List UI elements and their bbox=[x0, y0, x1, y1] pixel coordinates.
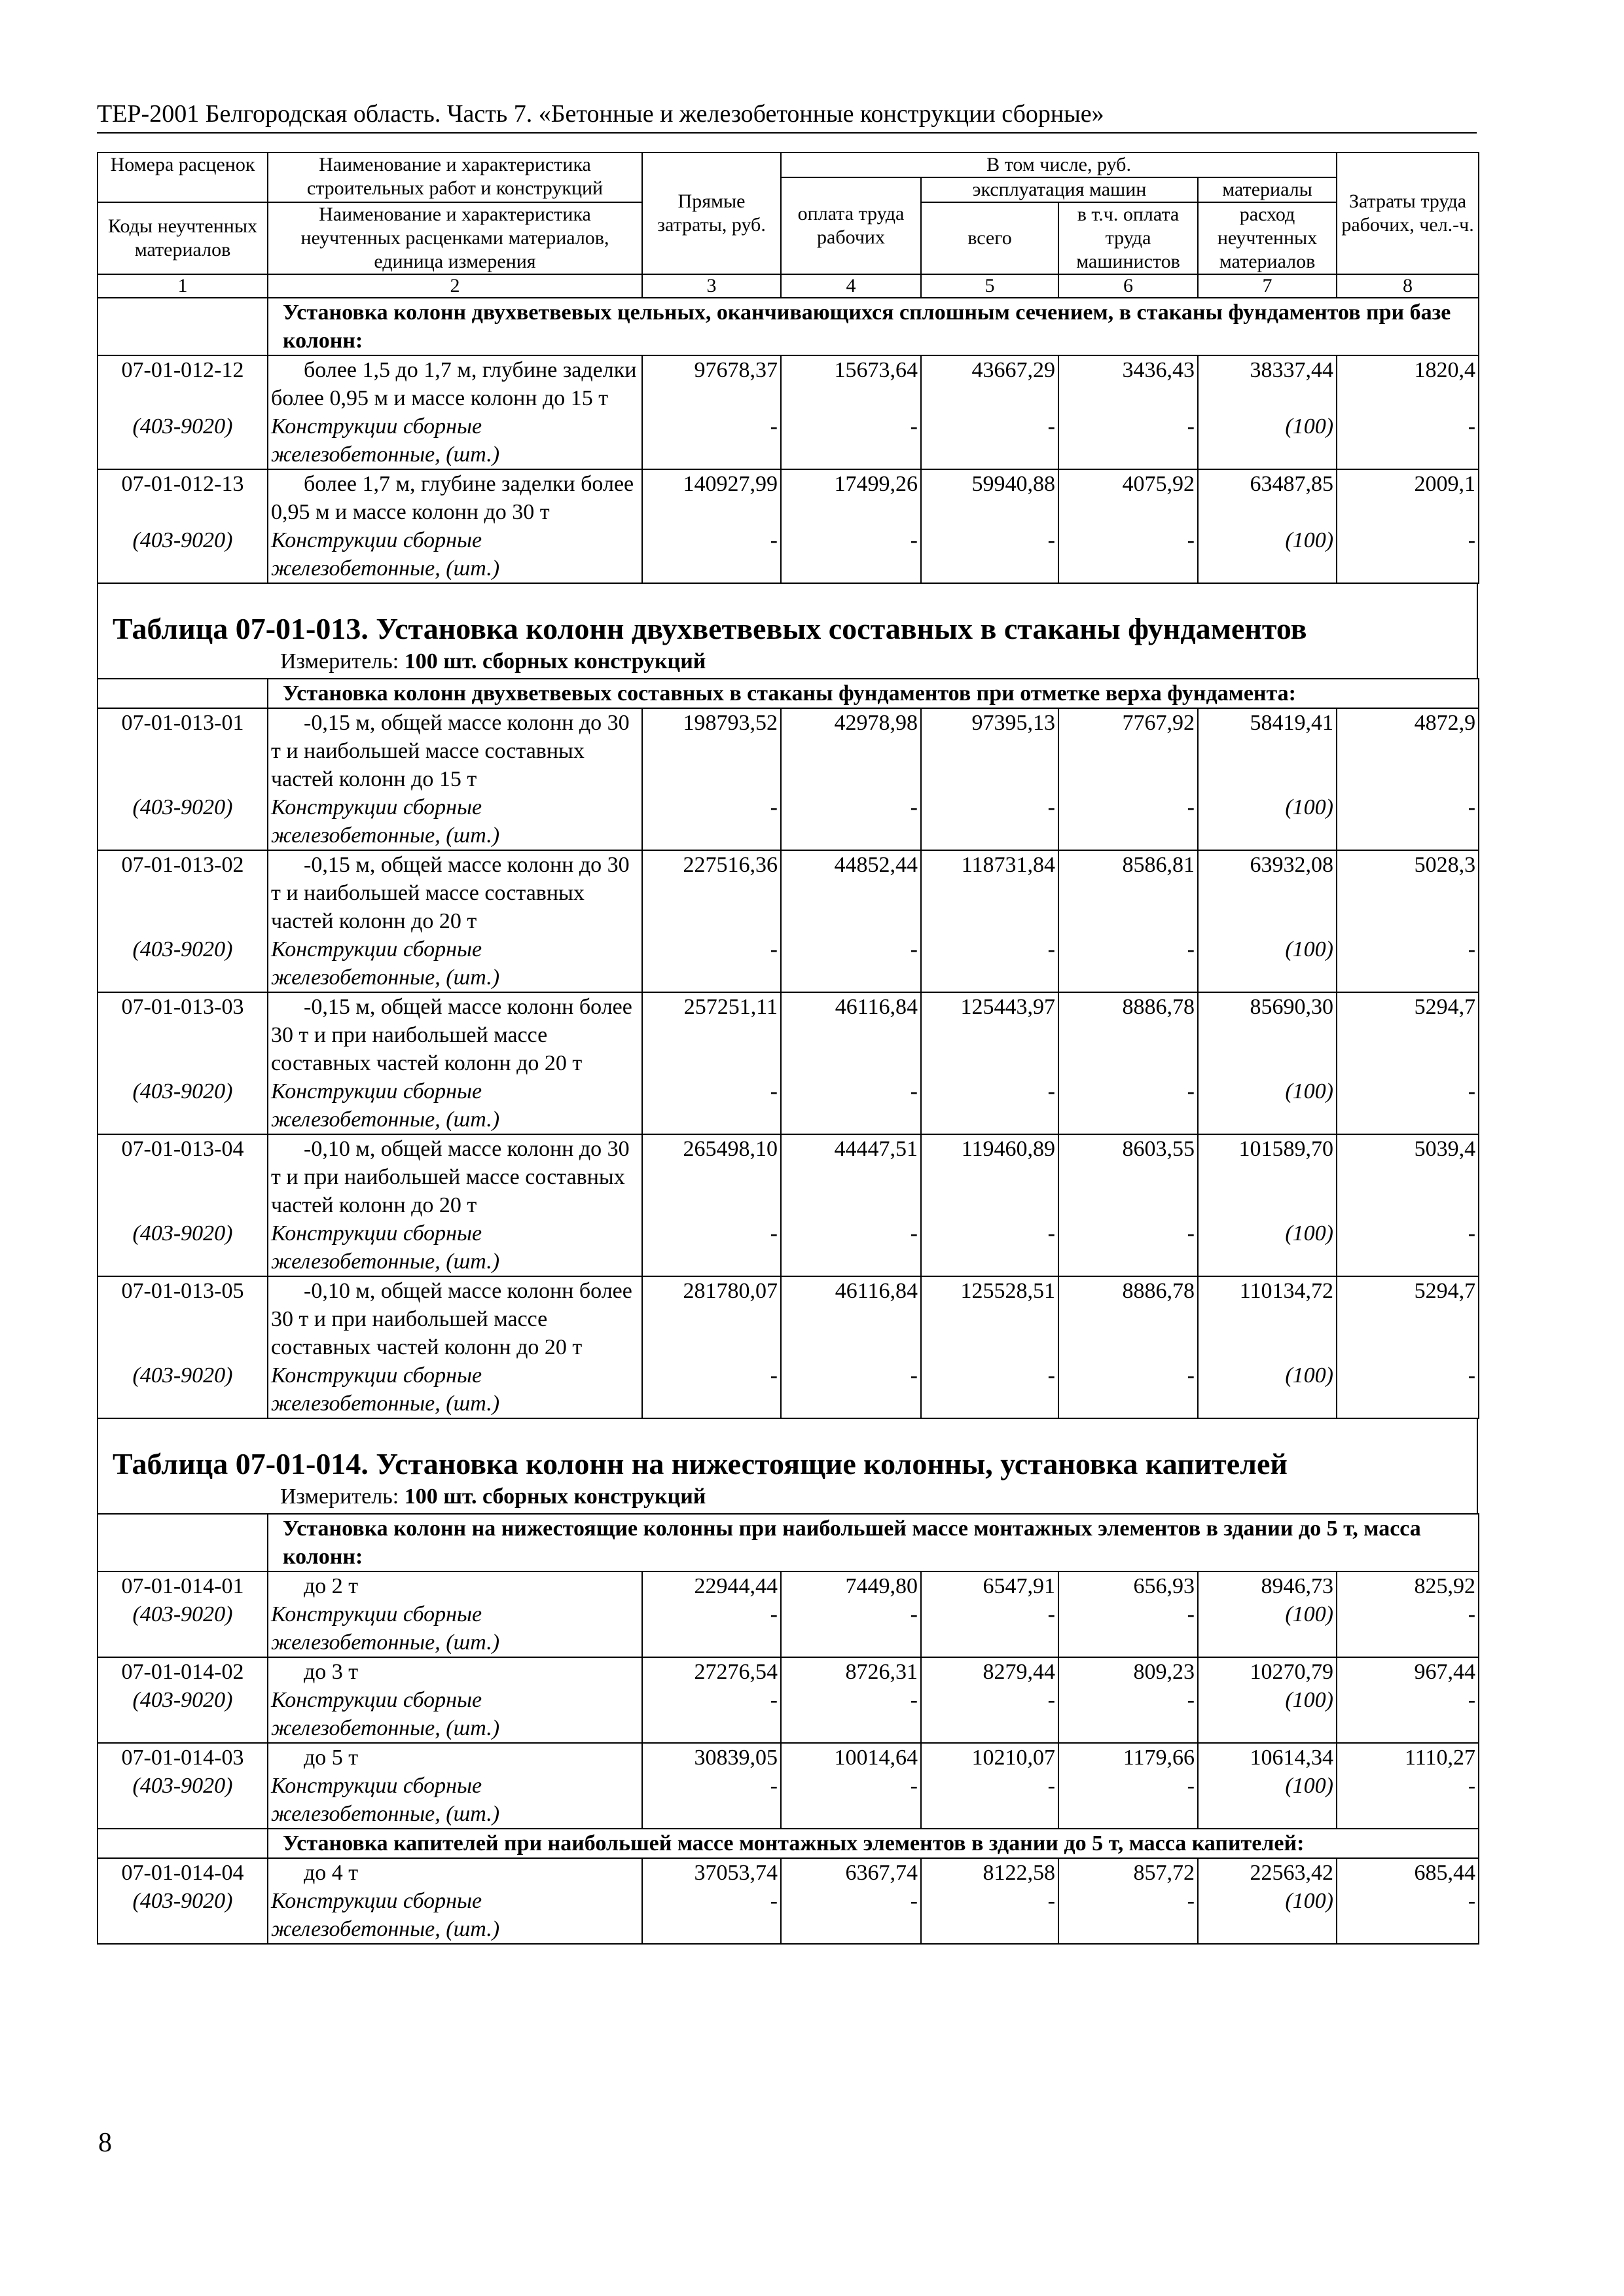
material-description: Конструкции сборные железобетонные, (шт.) bbox=[268, 526, 642, 583]
labor-hours: 2009,1 bbox=[1337, 469, 1479, 526]
labor-pay: 8726,31 bbox=[781, 1657, 921, 1686]
dash: - bbox=[642, 1772, 781, 1829]
price-row bbox=[98, 1743, 1479, 1772]
dash: - bbox=[781, 935, 921, 992]
price-table bbox=[97, 152, 1479, 584]
material-row bbox=[98, 1361, 1479, 1418]
work-description: до 5 т bbox=[268, 1743, 642, 1772]
labor-pay: 44852,44 bbox=[781, 850, 921, 935]
dash: - bbox=[921, 412, 1058, 469]
work-description: -0,10 м, общей массе колонн более 30 т и при наибольшей массе составных частей колонн до 20 т bbox=[268, 1276, 642, 1361]
col2-top-header: Наименование и характеристика строительных работ и конструкций bbox=[268, 152, 642, 202]
materials-cost: 110134,72 bbox=[1198, 1276, 1337, 1361]
price-table-013 bbox=[97, 678, 1479, 1419]
price-row bbox=[98, 708, 1479, 793]
direct-costs: 27276,54 bbox=[642, 1657, 781, 1686]
labor-pay: 46116,84 bbox=[781, 1276, 921, 1361]
dash: - bbox=[642, 1600, 781, 1657]
dash: - bbox=[781, 412, 921, 469]
col1-top-header: Номера расценок bbox=[98, 152, 268, 202]
machinist-pay: 8886,78 bbox=[1058, 992, 1198, 1077]
dash: - bbox=[1058, 1772, 1198, 1829]
column-number-row bbox=[98, 274, 1479, 298]
material-code: (403-9020) bbox=[98, 412, 268, 469]
material-code: (403-9020) bbox=[98, 935, 268, 992]
dash: - bbox=[1058, 1361, 1198, 1418]
dash: - bbox=[1058, 1686, 1198, 1743]
labor-hours: 5294,7 bbox=[1337, 992, 1479, 1077]
dash: - bbox=[1337, 935, 1479, 992]
work-description: -0,10 м, общей массе колонн до 30 т и при наибольшей массе составных частей колонн до 20 т bbox=[268, 1134, 642, 1219]
dash: - bbox=[781, 1361, 921, 1418]
section-title: Установка капителей при наибольшей массе монтажных элементов в здании до 5 т, масса капителей: bbox=[268, 1829, 1479, 1858]
dash: - bbox=[642, 412, 781, 469]
materials-cost: 10614,34 bbox=[1198, 1743, 1337, 1772]
machinist-pay: 857,72 bbox=[1058, 1858, 1198, 1887]
price-code: 07-01-014-01 bbox=[98, 1571, 268, 1600]
machinist-pay: 7767,92 bbox=[1058, 708, 1198, 793]
machines-total: 125528,51 bbox=[921, 1276, 1058, 1361]
labor-pay: 15673,64 bbox=[781, 355, 921, 412]
price-code: 07-01-014-03 bbox=[98, 1743, 268, 1772]
dash: - bbox=[1337, 526, 1479, 583]
material-description: Конструкции сборные железобетонные, (шт.) bbox=[268, 1887, 642, 1944]
dash: - bbox=[642, 1361, 781, 1418]
dash: - bbox=[781, 793, 921, 850]
machines-header: эксплуатация машин bbox=[921, 177, 1198, 202]
section-title: Установка колонн двухветвевых составных в стаканы фундаментов при отметке верха фундамента: bbox=[268, 679, 1479, 708]
dash: - bbox=[1337, 1219, 1479, 1276]
price-row bbox=[98, 1571, 1479, 1600]
machines-total: 97395,13 bbox=[921, 708, 1058, 793]
dash: - bbox=[781, 1077, 921, 1134]
material-quantity: (100) bbox=[1198, 935, 1337, 992]
materials-cost: 63487,85 bbox=[1198, 469, 1337, 526]
column-number: 8 bbox=[1337, 274, 1479, 298]
work-description: более 1,7 м, глубине заделки более 0,95 м и массе колонн до 30 т bbox=[268, 469, 642, 526]
material-code: (403-9020) bbox=[98, 1361, 268, 1418]
column-number: 3 bbox=[642, 274, 781, 298]
page-number: 8 bbox=[98, 2128, 112, 2158]
machines-total: 6547,91 bbox=[921, 1571, 1058, 1600]
measure-value: 100 шт. сборных конструкций bbox=[404, 649, 706, 673]
dash: - bbox=[781, 1600, 921, 1657]
work-description: до 4 т bbox=[268, 1858, 642, 1887]
direct-costs: 97678,37 bbox=[642, 355, 781, 412]
material-quantity: (100) bbox=[1198, 1887, 1337, 1944]
measure-label: Измеритель: bbox=[280, 1484, 405, 1509]
direct-costs: 257251,11 bbox=[642, 992, 781, 1077]
dash: - bbox=[921, 1887, 1058, 1944]
work-description: -0,15 м, общей массе колонн до 30 т и наибольшей массе составных частей колонн до 20 т bbox=[268, 850, 642, 935]
price-row bbox=[98, 1858, 1479, 1887]
direct-costs: 37053,74 bbox=[642, 1858, 781, 1887]
material-quantity: (100) bbox=[1198, 1600, 1337, 1657]
direct-costs: 30839,05 bbox=[642, 1743, 781, 1772]
material-row bbox=[98, 1887, 1479, 1944]
dash: - bbox=[1058, 1887, 1198, 1944]
dash: - bbox=[781, 1686, 921, 1743]
material-description: Конструкции сборные железобетонные, (шт.) bbox=[268, 793, 642, 850]
price-row bbox=[98, 1657, 1479, 1686]
col8-header: Затраты труда рабочих, чел.-ч. bbox=[1337, 152, 1479, 274]
labor-pay: 7449,80 bbox=[781, 1571, 921, 1600]
labor-pay: 42978,98 bbox=[781, 708, 921, 793]
material-row bbox=[98, 1219, 1479, 1276]
measure-label: Измеритель: bbox=[280, 649, 405, 673]
material-quantity: (100) bbox=[1198, 1686, 1337, 1743]
labor-pay: 17499,26 bbox=[781, 469, 921, 526]
section-row bbox=[98, 1829, 1479, 1858]
price-row bbox=[98, 1134, 1479, 1219]
running-header: ТЕР-2001 Белгородская область. Часть 7. «Бетонные и железобетонные конструкции сборные» bbox=[97, 98, 1477, 134]
machines-total: 8279,44 bbox=[921, 1657, 1058, 1686]
material-description: Конструкции сборные железобетонные, (шт.) bbox=[268, 1686, 642, 1743]
dash: - bbox=[921, 1077, 1058, 1134]
material-code: (403-9020) bbox=[98, 1600, 268, 1657]
col3-header: Прямые затраты, руб. bbox=[642, 152, 781, 274]
direct-costs: 281780,07 bbox=[642, 1276, 781, 1361]
material-description: Конструкции сборные железобетонные, (шт.) bbox=[268, 1600, 642, 1657]
dash: - bbox=[1058, 1077, 1198, 1134]
rows-013 bbox=[98, 708, 1479, 1418]
labor-pay: 6367,74 bbox=[781, 1858, 921, 1887]
material-description: Конструкции сборные железобетонные, (шт.) bbox=[268, 1772, 642, 1829]
table-014-title: Таблица 07-01-014. Установка колонн на нижестоящие колонны, установка капителей bbox=[97, 1419, 1478, 1483]
material-code: (403-9020) bbox=[98, 1772, 268, 1829]
material-code: (403-9020) bbox=[98, 526, 268, 583]
dash: - bbox=[642, 526, 781, 583]
dash: - bbox=[1058, 1219, 1198, 1276]
material-quantity: (100) bbox=[1198, 1219, 1337, 1276]
column-number: 6 bbox=[1058, 274, 1198, 298]
price-code: 07-01-013-03 bbox=[98, 992, 268, 1077]
work-description: до 2 т bbox=[268, 1571, 642, 1600]
dash: - bbox=[1337, 1077, 1479, 1134]
dash: - bbox=[1058, 935, 1198, 992]
col6-header: в т.ч. оплата труда машинистов bbox=[1058, 202, 1198, 274]
material-quantity: (100) bbox=[1198, 1077, 1337, 1134]
section-title: Установка колонн на нижестоящие колонны при наибольшей массе монтажных элементов в здании до 5 т, масса колонн: bbox=[268, 1514, 1479, 1571]
machinist-pay: 8603,55 bbox=[1058, 1134, 1198, 1219]
table-013-measure bbox=[97, 648, 1478, 678]
col1-bottom-header: Коды неучтенных материалов bbox=[98, 202, 268, 274]
direct-costs: 265498,10 bbox=[642, 1134, 781, 1219]
machinist-pay: 8586,81 bbox=[1058, 850, 1198, 935]
col4-header: оплата труда рабочих bbox=[781, 177, 921, 274]
materials-cost: 85690,30 bbox=[1198, 992, 1337, 1077]
price-code: 07-01-013-05 bbox=[98, 1276, 268, 1361]
dash: - bbox=[642, 1686, 781, 1743]
dash: - bbox=[781, 526, 921, 583]
material-quantity: (100) bbox=[1198, 412, 1337, 469]
direct-costs: 22944,44 bbox=[642, 1571, 781, 1600]
labor-hours: 1820,4 bbox=[1337, 355, 1479, 412]
labor-hours: 1110,27 bbox=[1337, 1743, 1479, 1772]
material-row bbox=[98, 793, 1479, 850]
material-row bbox=[98, 1686, 1479, 1743]
price-code: 07-01-014-04 bbox=[98, 1858, 268, 1887]
material-quantity: (100) bbox=[1198, 1772, 1337, 1829]
dash: - bbox=[642, 1077, 781, 1134]
section-row bbox=[98, 679, 1479, 708]
table-014-measure bbox=[97, 1483, 1478, 1513]
material-code: (403-9020) bbox=[98, 1686, 268, 1743]
material-row bbox=[98, 412, 1479, 469]
material-description: Конструкции сборные железобетонные, (шт.) bbox=[268, 935, 642, 992]
materials-cost: 58419,41 bbox=[1198, 708, 1337, 793]
material-description: Конструкции сборные железобетонные, (шт.) bbox=[268, 412, 642, 469]
machinist-pay: 809,23 bbox=[1058, 1657, 1198, 1686]
dash: - bbox=[781, 1219, 921, 1276]
material-row bbox=[98, 1077, 1479, 1134]
dash: - bbox=[781, 1887, 921, 1944]
rows-014b bbox=[98, 1858, 1479, 1944]
dash: - bbox=[1058, 412, 1198, 469]
materials-cost: 63932,08 bbox=[1198, 850, 1337, 935]
material-code: (403-9020) bbox=[98, 1077, 268, 1134]
work-description: -0,15 м, общей массе колонн до 30 т и наибольшей массе составных частей колонн до 15 т bbox=[268, 708, 642, 793]
labor-hours: 825,92 bbox=[1337, 1571, 1479, 1600]
material-code: (403-9020) bbox=[98, 1219, 268, 1276]
rows-014a bbox=[98, 1571, 1479, 1829]
price-row bbox=[98, 1276, 1479, 1361]
price-row bbox=[98, 992, 1479, 1077]
direct-costs: 227516,36 bbox=[642, 850, 781, 935]
labor-hours: 685,44 bbox=[1337, 1858, 1479, 1887]
machines-total: 119460,89 bbox=[921, 1134, 1058, 1219]
price-code: 07-01-012-12 bbox=[98, 355, 268, 412]
column-number: 4 bbox=[781, 274, 921, 298]
machines-total: 59940,88 bbox=[921, 469, 1058, 526]
dash: - bbox=[642, 1887, 781, 1944]
machines-total: 8122,58 bbox=[921, 1858, 1058, 1887]
dash: - bbox=[642, 793, 781, 850]
machines-total: 10210,07 bbox=[921, 1743, 1058, 1772]
dash: - bbox=[1337, 1600, 1479, 1657]
machinist-pay: 3436,43 bbox=[1058, 355, 1198, 412]
dash: - bbox=[1058, 526, 1198, 583]
material-row bbox=[98, 1772, 1479, 1829]
material-code: (403-9020) bbox=[98, 793, 268, 850]
col5-header: всего bbox=[921, 202, 1058, 274]
price-row bbox=[98, 850, 1479, 935]
work-description: -0,15 м, общей массе колонн более 30 т и при наибольшей массе составных частей колонн до 20 т bbox=[268, 992, 642, 1077]
group-header: В том числе, руб. bbox=[781, 152, 1337, 177]
measure-value: 100 шт. сборных конструкций bbox=[404, 1484, 706, 1509]
dash: - bbox=[781, 1772, 921, 1829]
header-row-1 bbox=[98, 152, 1479, 177]
price-code: 07-01-013-02 bbox=[98, 850, 268, 935]
column-number: 2 bbox=[268, 274, 642, 298]
dash: - bbox=[921, 526, 1058, 583]
machinist-pay: 4075,92 bbox=[1058, 469, 1198, 526]
price-code: 07-01-013-04 bbox=[98, 1134, 268, 1219]
dash: - bbox=[1337, 412, 1479, 469]
machinist-pay: 8886,78 bbox=[1058, 1276, 1198, 1361]
labor-hours: 967,44 bbox=[1337, 1657, 1479, 1686]
price-row bbox=[98, 469, 1479, 526]
machines-total: 125443,97 bbox=[921, 992, 1058, 1077]
price-row bbox=[98, 355, 1479, 412]
labor-hours: 5028,3 bbox=[1337, 850, 1479, 935]
material-description: Конструкции сборные железобетонные, (шт.) bbox=[268, 1219, 642, 1276]
materials-cost: 8946,73 bbox=[1198, 1571, 1337, 1600]
dash: - bbox=[1058, 1600, 1198, 1657]
dash: - bbox=[921, 1772, 1058, 1829]
dash: - bbox=[921, 1686, 1058, 1743]
price-code: 07-01-014-02 bbox=[98, 1657, 268, 1686]
material-row bbox=[98, 526, 1479, 583]
price-table-014 bbox=[97, 1513, 1479, 1945]
dash: - bbox=[1337, 1686, 1479, 1743]
price-code: 07-01-013-01 bbox=[98, 708, 268, 793]
materials-header: материалы bbox=[1198, 177, 1337, 202]
labor-pay: 10014,64 bbox=[781, 1743, 921, 1772]
materials-cost: 10270,79 bbox=[1198, 1657, 1337, 1686]
dash: - bbox=[642, 935, 781, 992]
machines-total: 118731,84 bbox=[921, 850, 1058, 935]
column-number: 1 bbox=[98, 274, 268, 298]
labor-hours: 4872,9 bbox=[1337, 708, 1479, 793]
materials-cost: 38337,44 bbox=[1198, 355, 1337, 412]
dash: - bbox=[921, 1600, 1058, 1657]
price-table-content bbox=[97, 152, 1478, 1945]
dash: - bbox=[921, 793, 1058, 850]
labor-pay: 44447,51 bbox=[781, 1134, 921, 1219]
machinist-pay: 1179,66 bbox=[1058, 1743, 1198, 1772]
dash: - bbox=[1337, 1887, 1479, 1944]
machinist-pay: 656,93 bbox=[1058, 1571, 1198, 1600]
column-number: 7 bbox=[1198, 274, 1337, 298]
rows-012 bbox=[98, 355, 1479, 583]
dash: - bbox=[1058, 793, 1198, 850]
materials-cost: 22563,42 bbox=[1198, 1858, 1337, 1887]
dash: - bbox=[921, 1361, 1058, 1418]
section-row bbox=[98, 1514, 1479, 1571]
dash: - bbox=[642, 1219, 781, 1276]
material-quantity: (100) bbox=[1198, 793, 1337, 850]
labor-hours: 5039,4 bbox=[1337, 1134, 1479, 1219]
material-quantity: (100) bbox=[1198, 526, 1337, 583]
work-description: до 3 т bbox=[268, 1657, 642, 1686]
column-number: 5 bbox=[921, 274, 1058, 298]
dash: - bbox=[1337, 793, 1479, 850]
work-description: более 1,5 до 1,7 м, глубине заделки более 0,95 м и массе колонн до 15 т bbox=[268, 355, 642, 412]
price-code: 07-01-012-13 bbox=[98, 469, 268, 526]
material-description: Конструкции сборные железобетонные, (шт.) bbox=[268, 1077, 642, 1134]
material-row bbox=[98, 1600, 1479, 1657]
material-row bbox=[98, 935, 1479, 992]
col7-header: расход неучтенных материалов bbox=[1198, 202, 1337, 274]
materials-cost: 101589,70 bbox=[1198, 1134, 1337, 1219]
direct-costs: 198793,52 bbox=[642, 708, 781, 793]
table-013-title: Таблица 07-01-013. Установка колонн двухветвевых составных в стаканы фундаментов bbox=[97, 584, 1478, 648]
dash: - bbox=[1337, 1772, 1479, 1829]
material-quantity: (100) bbox=[1198, 1361, 1337, 1418]
dash: - bbox=[921, 1219, 1058, 1276]
section-title: Установка колонн двухветвевых цельных, оканчивающихся сплошным сечением, в стаканы фундаментов при базе колонн: bbox=[268, 298, 1479, 355]
material-code: (403-9020) bbox=[98, 1887, 268, 1944]
material-description: Конструкции сборные железобетонные, (шт.) bbox=[268, 1361, 642, 1418]
dash: - bbox=[1337, 1361, 1479, 1418]
direct-costs: 140927,99 bbox=[642, 469, 781, 526]
labor-pay: 46116,84 bbox=[781, 992, 921, 1077]
labor-hours: 5294,7 bbox=[1337, 1276, 1479, 1361]
section-row bbox=[98, 298, 1479, 355]
dash: - bbox=[921, 935, 1058, 992]
col2-bottom-header: Наименование и характеристика неучтенных расценками материалов, единица измерения bbox=[268, 202, 642, 274]
machines-total: 43667,29 bbox=[921, 355, 1058, 412]
